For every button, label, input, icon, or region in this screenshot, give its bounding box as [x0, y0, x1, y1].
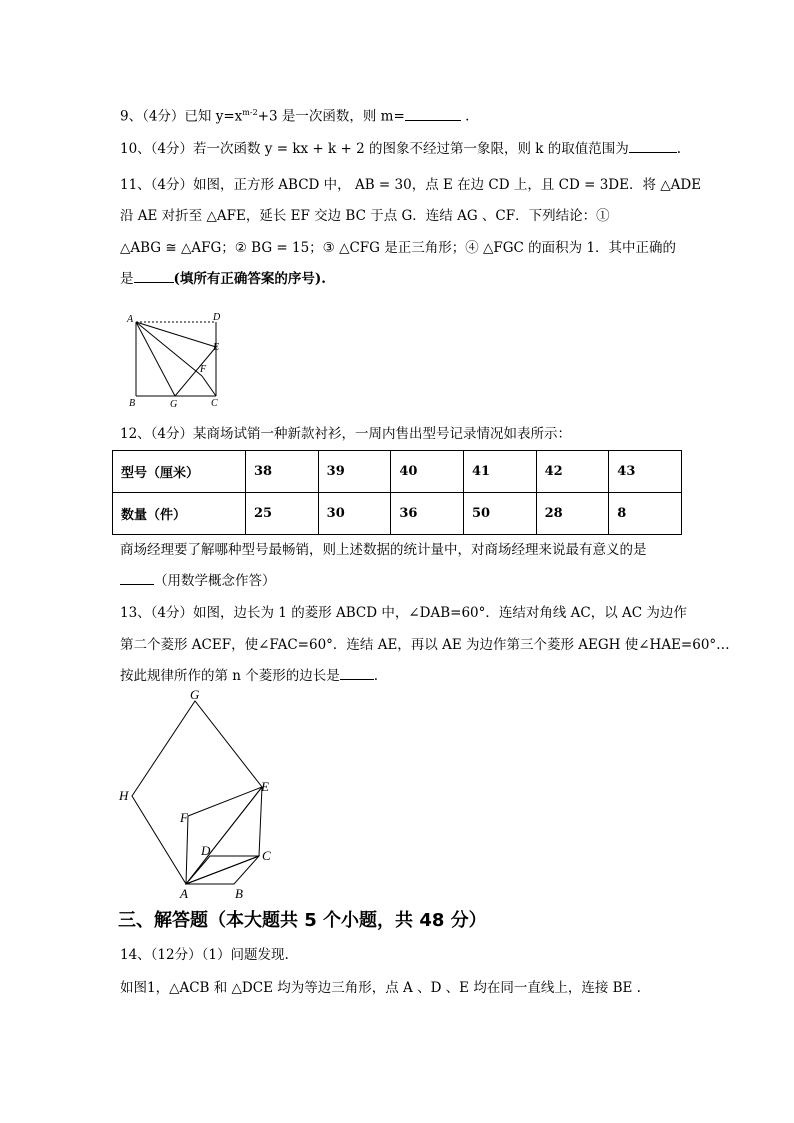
question-9: [120, 104, 469, 126]
q11-line-2: 沿 AE 对折至 △AFE，延长 EF 交边 BC 于点 G．连结 AG 、CF．下列结论：①: [120, 208, 610, 224]
fig11-label-g: G: [170, 399, 178, 410]
fig11-label-e: E: [213, 342, 220, 353]
q13-line-2: 第二个菱形 ACEF，使∠FAC=60°．连结 AE，再以 AE 为边作第三个菱形 AEGH 使∠HAE=60°…: [120, 637, 730, 653]
table-cell: 42: [536, 451, 609, 493]
q9-suffix: +3 是一次函数，则 m=: [257, 108, 405, 125]
figure-square-abcd: [124, 310, 234, 410]
table-row: [113, 493, 682, 535]
q9-answer-blank: [405, 108, 461, 121]
table-cell: 36: [391, 493, 464, 535]
fig11-label-b: B: [129, 398, 136, 409]
figure-rhombus-sequence: [112, 685, 292, 903]
table-cell: 40: [391, 451, 464, 493]
table-cell: 38: [246, 451, 319, 493]
q11-line-3: △ABG ≅ △AFG；② BG = 15；③ △CFG 是正三角形；④ △FGC 的面积为 1．其中正确的: [120, 240, 677, 256]
q10-end: .: [676, 141, 682, 157]
table-cell: 型号（厘米）: [113, 451, 246, 493]
table-cell: 43: [609, 451, 682, 493]
q11-answer-blank: [134, 270, 174, 283]
table-cell: 25: [246, 493, 319, 535]
fig13-label-g: G: [190, 687, 200, 702]
fig13-label-h: H: [119, 788, 129, 803]
q9-prefix: 9、（4分）已知 y=x: [120, 108, 243, 125]
size-sales-table: [112, 450, 682, 535]
table-cell: 39: [318, 451, 391, 493]
q10-text: 10、（4分）若一次函数 y = kx + k + 2 的图象不经过第一象限，则 k 的取值范围为: [120, 141, 629, 157]
q12-intro: 12、（4分）某商场试销一种新款衬衫，一周内售出型号记录情况如表所示：: [120, 426, 572, 442]
q13-line-3: [120, 667, 378, 685]
section-heading: 三、解答题（本大题共 5 个小题，共 48 分）: [118, 910, 487, 931]
q9-end: .: [460, 108, 470, 125]
table-cell: 50: [463, 493, 536, 535]
q13-line3-suffix: .: [373, 668, 379, 684]
table-row: [113, 451, 682, 493]
q12-after-line-1: 商场经理要了解哪种型号最畅销，则上述数据的统计量中，对商场经理来说最有意义的是: [120, 542, 647, 558]
fig11-label-d: D: [213, 312, 221, 323]
q12-after2-suffix: （用数学概念作答）: [154, 573, 276, 589]
q13-answer-blank: [340, 667, 374, 680]
q13-line3-prefix: 按此规律所作的第 n 个菱形的边长是: [120, 668, 340, 684]
q13-line-1: 13、（4分）如图，边长为 1 的菱形 ABCD 中，∠DAB=60°．连结对角线 AC，以 AC 为边作: [120, 605, 687, 621]
fig13-label-f: F: [180, 810, 188, 825]
fig13-label-b: B: [235, 886, 243, 901]
table-cell: 8: [609, 493, 682, 535]
table-cell: 数量（件）: [113, 493, 246, 535]
fig11-label-c: C: [211, 398, 218, 409]
q11-line4-suffix: (填所有正确答案的序号).: [173, 271, 326, 287]
q9-exponent: m-2: [242, 108, 258, 117]
question-10: [120, 140, 681, 158]
q10-answer-blank: [629, 140, 677, 153]
q11-line4-prefix: 是: [120, 271, 134, 287]
table-cell: 30: [318, 493, 391, 535]
q14-line-1: 14、（12分）（1）问题发现.: [120, 947, 289, 963]
fig11-label-a: A: [127, 314, 134, 325]
q12-after-line-2: [120, 572, 276, 590]
fig13-label-a: A: [180, 886, 188, 901]
q12-answer-blank: [120, 572, 154, 585]
table-cell: 41: [463, 451, 536, 493]
q11-line-4: [120, 270, 326, 288]
fig13-label-c: C: [262, 848, 271, 863]
fig13-label-d: D: [201, 843, 211, 858]
q14-line-2: 如图1，△ACB 和 △DCE 均为等边三角形，点 A 、D 、E 均在同一直线上，连接 BE .: [120, 980, 641, 996]
fig13-label-e: E: [261, 779, 269, 794]
fig11-label-f: F: [200, 364, 207, 375]
q11-line-1: 11、（4分）如图，正方形 ABCD 中， AB = 30，点 E 在边 CD 上，且 CD = 3DE．将 △ADE: [120, 177, 702, 193]
table-cell: 28: [536, 493, 609, 535]
